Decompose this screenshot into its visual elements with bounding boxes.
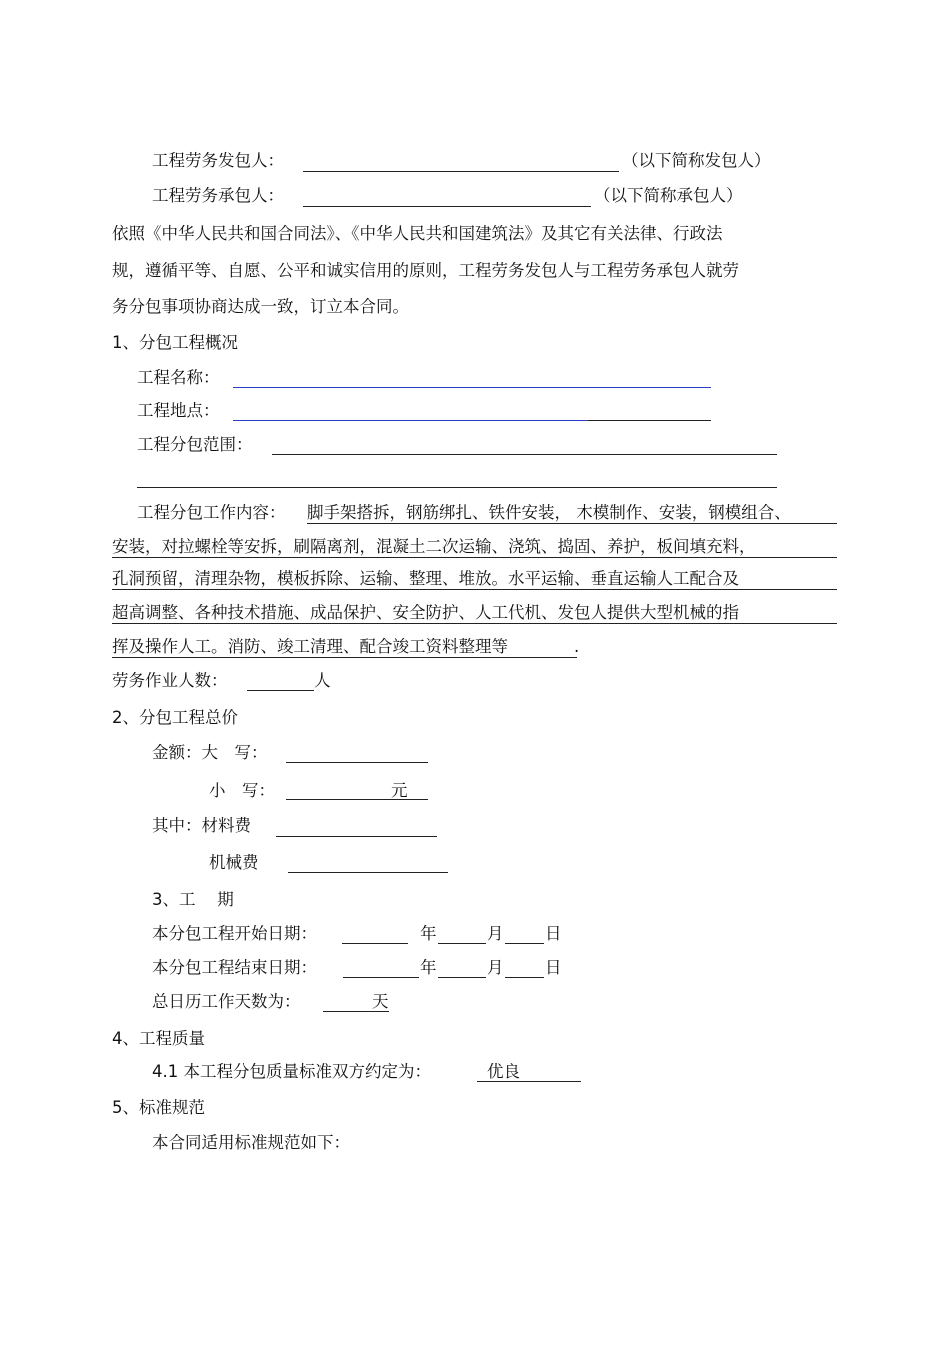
end-month-field[interactable] [438,977,486,978]
contractor-label: 工程劳务承包人： [152,186,284,205]
workers-unit: 人 [314,671,331,690]
section1-heading: 1、分包工程概况 [112,333,238,352]
end-day-field[interactable] [505,977,544,978]
work-content-line-5: 挥及操作人工。消防、竣工清理、配合竣工资料整理等 [112,637,508,656]
preamble-line-3: 务分包事项协商达成一致，订立本合同。 [112,297,409,316]
amount-uppercase-field[interactable] [286,762,428,763]
work-content-underline-4 [112,623,837,624]
end-day-unit: 日 [545,958,562,977]
section3-heading: 3、工 期 [152,890,234,909]
employer-field[interactable] [303,171,619,172]
amount-uppercase-label: 金额：大 写： [152,743,268,762]
start-day-field[interactable] [505,943,544,944]
work-content-underline-5 [112,657,577,658]
standards-intro: 本合同适用标准规范如下： [152,1133,350,1152]
end-year-unit: 年 [420,958,437,977]
preamble-line-2: 规，遵循平等、自愿、公平和诚实信用的原则，工程劳务发包人与工程劳务承包人就劳 [112,261,739,280]
work-content-underline-1 [307,523,837,524]
start-day-unit: 日 [545,924,562,943]
scope-label: 工程分包范围： [137,435,253,454]
employer-label: 工程劳务发包人： [152,151,284,170]
quality-label: 4.1 本工程分包质量标准双方约定为： [152,1062,431,1081]
scope-field-line-2[interactable] [137,487,777,488]
end-year-field[interactable] [343,977,419,978]
contractor-note: （以下简称承包人） [594,186,743,205]
material-cost-field[interactable] [276,836,437,837]
work-content-line-2: 安装，对拉螺栓等安拆，刷隔离剂，混凝土二次运输、浇筑、捣固、养护，板间填充料， [112,537,756,556]
end-date-label: 本分包工程结束日期： [152,958,317,977]
start-year-unit: 年 [420,924,437,943]
start-date-label: 本分包工程开始日期： [152,924,317,943]
work-content-underline-3 [112,589,837,590]
project-name-field[interactable] [233,387,711,388]
quality-field[interactable] [477,1081,581,1082]
workers-field[interactable] [247,690,314,691]
project-name-label: 工程名称： [137,368,220,387]
amount-lowercase-label: 小 写： [209,781,275,800]
start-month-field[interactable] [438,943,486,944]
total-days-unit: 天 [372,992,389,1011]
work-content-label: 工程分包工作内容： [137,503,286,522]
work-content-line-3: 孔洞预留，清理杂物，模板拆除、运输、整理、堆放。水平运输、垂直运输人工配合及 [112,569,739,588]
project-location-field-tail [588,420,711,421]
end-month-unit: 月 [487,958,504,977]
work-content-underline-2 [112,557,837,558]
section4-heading: 4、工程质量 [112,1029,205,1048]
start-year-field[interactable] [342,943,408,944]
preamble-line-1: 依照《中华人民共和国合同法》、《中华人民共和国建筑法》及其它有关法律、行政法 [112,224,723,243]
machine-cost-label: 机械费 [209,853,259,872]
work-content-end: . [574,637,580,656]
material-cost-label: 其中：材料费 [152,816,251,835]
section5-heading: 5、标准规范 [112,1098,205,1117]
contractor-field[interactable] [303,206,591,207]
machine-cost-field[interactable] [288,872,448,873]
total-days-label: 总日历工作天数为： [152,992,301,1011]
project-location-label: 工程地点： [137,401,220,420]
amount-lowercase-unit: 元 [391,781,408,800]
employer-note: （以下简称发包人） [622,151,771,170]
section2-heading: 2、分包工程总价 [112,708,238,727]
scope-field-line-1[interactable] [272,454,777,455]
work-content-line-4: 超高调整、各种技术措施、成品保护、安全防护、人工代机、发包人提供大型机械的指 [112,603,739,622]
workers-label: 劳务作业人数： [112,671,228,690]
quality-value: 优良 [487,1062,520,1081]
work-content-line-1: 脚手架搭拆，钢筋绑扎、铁件安装， 木模制作、安装，钢模组合、 [307,503,791,522]
start-month-unit: 月 [487,924,504,943]
project-location-field[interactable] [233,420,588,421]
